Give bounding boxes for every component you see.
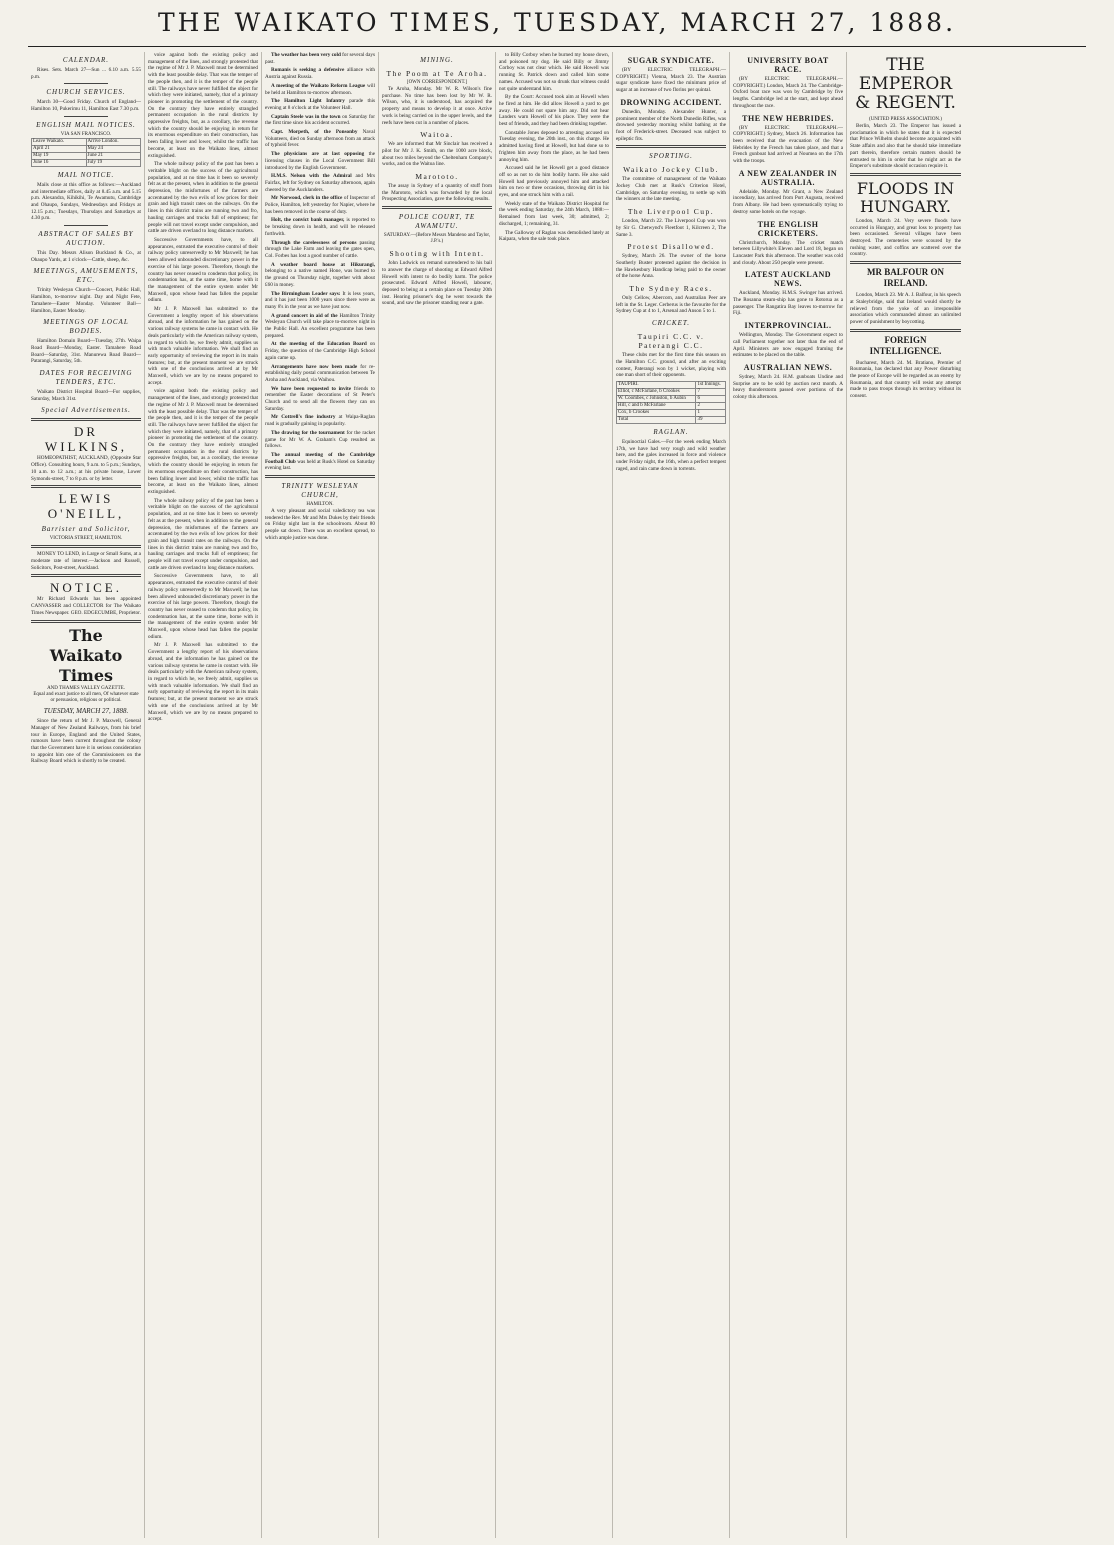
news-item [265,364,375,384]
local-bodies-heading: MEETINGS OF LOCAL BODIES. [43,318,129,336]
table-row [617,381,726,388]
news-item-head: A grand concert in aid of the [271,312,338,319]
meetings-heading: MEETINGS, AMUSEMENTS, ETC. [33,267,139,285]
news-item-text: friends to remember the Easter decorations of St Peter's Church and to send all the flowers they can on Saturday. [265,385,375,412]
tenders-heading: DATES FOR RECEIVING TENDERS, ETC. [39,369,133,387]
column-1 [28,52,145,1538]
news-item-text: on Friday, the question of the Cambridge High School again came up. [265,341,375,361]
news-item-text: for the racket game for Mr W. A. Graham's Cup resulted as follows. [265,429,376,450]
emperor-regent-source: (UNITED PRESS ASSOCIATION.) [869,117,942,122]
news-item [265,151,375,171]
meetings-text: Trinity Wesleyan Church—Concert, Public Hall, Hamilton, to-morrow night. Day and Night Fete, Tamahere—Easter Monday. Volunteer Ball—Hamilton, Easter Monday. [31,287,141,314]
mail-subheading: VIA SAN FRANCISCO. [60,131,112,137]
masthead-title: THE WAIKATO TIMES, TUESDAY, MARCH 27, 1888. [157,8,957,37]
article-paragraph: Successive Governments have, to all appearances, entrusted the executive control of their railway policy unreservedly to Mr Maxwell; he has been allowed unbounded discretionary power in the exercise of his large powers. Therefore, though the country has never ceased to condemn that policy, its condemnation has, at the same time, borne with it the management of the entire system under Mr Maxwell, upon whose head has fallen the popular odium. [148,236,258,304]
table-row [32,138,141,145]
ad-wilkins-name: DR WILKINS, [44,424,128,455]
table-row [617,388,726,395]
news-item [265,129,375,149]
column-6 [613,52,730,1538]
foreign-intelligence-text: Bucharest, March 24. M. Bratiano, Premier of Roumania, has declared that any Power disturbing the peace of Europe will be regarded as an enemy by Roumania, and that country will resist any attempt made to pass troops through its territory without its consent. [850,359,961,400]
news-item-text: for re-establishing daily postal communication between Te Aroha and Auckland, via Waihou. [265,363,376,383]
table-row [617,416,726,423]
protest-text: Sydney, March 26. The owner of the horse Southerly Buster protested against the decision in the Hawkesbury Handicap being paid to the owner of the horse Anna. [616,253,726,280]
waitoa-text: We are informed that Mr Sinclair has received a pilot for Mr J. K. Smith, on the 1000 acre block, about two miles beyond the Cheltenham Company's works, and on the Waitoa line. [382,141,492,168]
auckland-news-heading: LATEST AUCKLAND NEWS. [744,270,832,289]
te-aroha-source: [OWN CORRESPONDENT.] [406,80,468,85]
divider [31,418,141,421]
news-item [265,452,375,472]
special-ads-heading: Special Advertisements. [41,406,131,415]
table-cell: Cox, b Crookes [617,409,696,416]
column-4 [379,52,496,1538]
court-paragraph: Constable Jones deposed to arresting accused on Tuesday evening, the 20th inst., on this charge. He admitted having fired at Howell, but had done so to frighten him away from the place, as he had been annoying him. [499,129,609,163]
ad-oneill-title: Barrister and Solicitor, [41,525,131,534]
liverpool-text: London, March 22. The Liverpool Cup was won by Sir G. Chetwynd's Fleetfoot 1, Kilcreen 2, The Same 3. [616,218,726,238]
divider [64,225,108,226]
cricket-heading: CRICKET. [651,319,690,328]
column-8 [847,52,964,1538]
divider [31,620,141,623]
news-item [265,313,375,340]
auckland-news-text: Auckland, Monday. H.M.S. Swinger has arrived. The Rosanna steam-ship has gone to Rotorua as a passenger. The Rangatira Bay leaves to-morrow for Fiji. [733,290,843,317]
news-item [265,52,375,65]
divider [850,329,961,332]
table-cell: May 24 [86,145,140,152]
emperor-regent-title: THE EMPEROR & REGENT. [855,55,956,113]
australian-news-heading: AUSTRALIAN NEWS. [743,362,833,372]
foreign-intelligence-title: FOREIGN INTELLIGENCE. [869,334,942,356]
church-text: March 30—Good Friday. Church of England—Hamilton 10, Pukerimu 11, Hamilton East 7.30 p.m. [31,99,141,113]
table-cell: 6 [696,395,726,402]
boat-race-text: (BY ELECTRIC TELEGRAPH.—COPYRIGHT.) London, March 24. The Cambridge-Oxford boat race was won by Cambridge by five lengths. Cambridge led at the start, and kept ahead throughout the race. [733,76,843,109]
divider [31,574,141,577]
table-cell: July 19 [86,159,140,166]
cricket-subheading: Taupiri C.C. v. Paterangi C.C. [637,332,705,351]
article-paragraph: voice against both the existing policy and management of the lines, and strongly protested that the regime of Mr J. P. Maxwell must be determined with the least possible delay. That was the temper of the people then, and it is the temper of the people still. The railways have never fulfilled the object for which they were initiated, namely, that of a primary pioneer in promoting the settlement of the country. On the contrary they have entirely strangled permanent occupation in the rural districts by oppressive freights, but, as a corollary, the revenue which the country should be enjoying in return for its enormous expenditure on their construction, has been falling lower and lower, whilst the traffic has become, at least on the Waikato lines, almost extinguished. [148,388,258,495]
trinity-heading: TRINITY WESLEYAN CHURCH, [281,482,359,500]
news-item-text: Hamilton Trinity Wesleyan Church will take place to-morrow night in the Public Hall. An excellent programme has been prepared. [265,312,376,339]
jockey-club-heading: Waikato Jockey Club. [623,165,719,175]
news-item-text: will be held at Hamilton to-morrow afternoon. [265,82,376,96]
article-paragraph: Mr J. P. Maxwell has submitted to the Government a lengthy report of his observations abroad, and the information he has gained on the various railway systems he came in contact with. He deals particularly with the American railway system, in regard to which he, we freely admit, supplies us with much valuable information. We shall find an early opportunity of reviewing the report in its main features; but, at the present moment we are struck with one of the conclusions arrived at by Mr Maxwell, which we are by no means prepared to accept. [148,642,258,723]
news-item [265,414,375,427]
raglan-heading: RAGLAN. [653,427,689,436]
news-item-head: Romanis is seeking a defensive [271,67,345,74]
news-item [265,341,375,361]
news-item-text: passing through the Lake Farm and leaving the gates open, Col. Forbes has lost a good number of cattle. [265,239,376,259]
table-cell: Arrive London. [86,138,140,145]
news-item [265,173,375,193]
shooting-heading: Shooting with Intent. [389,249,485,259]
jockey-club-text: The committee of management of the Waikato Jockey Club met at Rusk's Criterion Hotel, Cambridge, on Saturday evening, to settle up with the winners at the late meeting. [616,176,726,203]
divider [616,145,726,148]
table-cell: June 16 [32,159,87,166]
news-item-text: was held at Rusk's Hotel on Saturday evening last. [265,458,376,472]
table-cell: 7 [696,388,726,395]
divider [382,206,492,209]
table-row [617,395,726,402]
article-paragraph: voice against both the existing policy and management of the lines, and strongly protested that the regime of Mr J. P. Maxwell must be determined with the least possible delay. That was the temper of the people then, and it is the temper of the people still. The railways have never fulfilled the object for which they were initiated, namely, that of a primary pioneer in promoting the settlement of the country. On the contrary they have entirely strangled permanent occupation in the rural districts by oppressive freights, but, as a corollary, the revenue which the country should be enjoying in return for its enormous expenditure on their construction, has been falling lower and lower, whilst the traffic has become, at least on the Waikato lines, almost extinguished. [148,52,258,159]
news-item-text: on Saturday for the first time since his accident occurred. [265,113,376,127]
article-paragraph: The whole railway policy of the past has been a veritable blight on the success of the agricultural population, and at no time has it been so severely felt as at the present, when in addition to the general depression, the misfortunes of the farmers are accentuated by the two evils of low prices for their grain and high transit rates on the railways. On the lines in this district trains are running two and fro, hauling carriages and trucks full of emptiness; for people will not travel except under compulsion, and cattle are driven overland to long distance markets. [148,497,258,571]
sydney-races-text: Only Cellow, Abercorn, and Australian Peer are left in the St. Leger. Cerberus is the favourite for the Sydney Cup at 4 to 1, Arsenal and Anson 5 to 1. [616,295,726,315]
ad-wilkins-text: HOMEOPATHIST, AUCKLAND, (Opposite Star Office). Consulting hours, 9 a.m. to 5 p.m.; Sundays, 10 a.m. to 12 a.m.; at his private house, Lower Symonds-street, 7 to 8 p.m. or by letter. [31,455,141,482]
divider [31,545,141,548]
liverpool-heading: The Liverpool Cup. [627,207,715,217]
article-paragraph: The whole railway policy of the past has been a veritable blight on the success of the agricultural population, and at no time has it been so severely felt as at the present, when in addition to the general depression, the misfortunes of the farmers are accentuated by the two evils of low prices for their grain and high transit rates on the railways. On the lines in this district trains are running two and fro, hauling carriages and trucks full of emptiness; for people will not travel except under compulsion, and cattle are driven overland to long distance markets. [148,161,258,235]
news-item-head: A weather board house at Hikurangi, [271,261,375,268]
shooting-text: John Ludwick on remand surrendered to his bail to answer the charge of shooting at Edward Alfred Howell with intent to do bodily harm. The police prosecuted. Edward Alfred Howell, labourer, deposed to being at a certain place on Tuesday 20th inst. Hearing prisoner's dog he went towards the sound, and saw the prisoner standing near a gate. [382,260,492,307]
table-cell: April 21 [32,145,87,152]
news-item [265,114,375,127]
news-item-text: at Waipa-Raglan road is gradually gaining in popularity. [265,414,375,428]
news-item-text: for several days past. [265,52,375,65]
article-paragraph: Mr J. P. Maxwell has submitted to the Government a lengthy report of his observations abroad, and the information he has gained on the various railway systems he came in contact with. He deals particularly with the American railway system, in regard to which he, we freely admit, supplies us with much valuable information. We shall find an early opportunity of reviewing the report in its main features; but, at the present moment we are struck with one of the conclusions arrived at by Mr Maxwell, which we are by no means prepared to accept. [148,306,258,386]
floods-text: London, March 24. Very severe floods have occurred in Hungary, and great loss to property has been occasioned. Several villages have been destroyed. The cemeteries were scoured by the rushing water, and coffins are scattered over the country. [850,217,961,258]
protest-heading: Protest Disallowed. [627,242,715,252]
news-item-head: The annual meeting of the Cambridge Football Club [265,451,375,465]
table-cell: Leave Waikato. [32,138,87,145]
drowning-heading: DROWNING ACCIDENT. [620,97,722,107]
court-paragraph: Accused said he let Howell get a good distance off so as not to do him bodily harm. He also said Howell had previously annoyed him and attacked him on two or three occasions, throwing dirt in his eyes, and one struck him with a rail. [499,165,609,199]
hospital-paragraph: Weekly state of the Waikato District Hospital for the week ending Saturday, the 24th March, 1888:—Remained from last week, 30; admitted, 2; discharged, 1; remaining, 31. [499,200,609,227]
column-2 [145,52,262,1538]
news-item [265,262,375,289]
news-item-head: Mr Cottrell's fine industry [271,414,336,421]
table-row [32,159,141,166]
interprovincial-heading: INTERPROVINCIAL. [744,321,832,331]
marototo-text: The assay in Sydney of a quantity of stuff from the Marototo, which was forwarded by the local Prospecting Association, gave the following results. [382,183,492,203]
drowning-text: Dunedin, Monday. Alexander Hunter, a prominent member of the North Dunedin Rifles, was drowned yesterday morning whilst bathing at the foot of Frederick-street. Deceased was subject to epileptic fits. [616,108,726,142]
marototo-heading: Marototo. [415,172,459,182]
court-paragraph: to Billy Corboy when he burned my house down, and poisoned my dog. He said Billy or Jimmy Corboy was not clear which. He said Howell was running St. Patrick down and called him some names. Accused was not so drunk that witness could not quite understand him. [499,52,609,92]
column-5 [496,52,613,1538]
news-item-text: Naval Volunteers, died on Sunday afternoon from an attack of typhoid fever. [265,129,376,149]
mail-notice-text: Mails close at this office as follows:—Auckland and intermediate offices, daily at 8.45 a.m. and 5.15 p.m. Alexandra, Kihikihi, Te Awamutu, Cambridge and Ohaupo, Sundays, Wednesdays and Fridays at 12.15 p.m.; Tuesdays, Thursdays and Saturdays at 4.30 p.m. [31,181,141,222]
news-item-text: parade this evening at 8 o'clock at the Volunteer Hall. [265,98,375,111]
ad-money-text: MONEY TO LEND, in Large or Small Sums, at a moderate rate of interest.—Jackson and Russell, Solicitors, Post-street, Auckland. [31,551,141,571]
calendar-heading: CALENDAR. [62,56,110,64]
table-cell: TAUPIRI. [617,381,696,388]
news-items [265,52,375,472]
news-item-head: The drawing for the tournament [271,429,345,436]
news-item-head: We have been requested to invite [271,385,352,392]
table-cell: 1 [696,409,726,416]
table-cell: 2 [696,402,726,409]
column-7 [730,52,847,1538]
news-item-head: The weather has been very cold [271,52,341,58]
news-item-head: A meeting of the Waikato Reform League [271,82,366,89]
australian-news-text: Sydney, March 24. H.M. gunboats Undine and Surprise are to be sold by auction next month. A heavy thunderstorm passed over portions of the colony this afternoon. [733,373,843,401]
table-cell: Elliot, c McFarlane, b Crookes [617,388,696,395]
church-heading: CHURCH SERVICES. [46,88,126,97]
news-item-head: Arrangements have now been made [271,363,358,370]
trinity-text: A very pleasant and social valedictory tea was tendered the Rev. Mr and Mrs Dukes by their friends on Friday night last in the schoolroom. About 80 people sat down. There was an excellent spread, to which ample justice was done. [265,508,375,541]
news-item-text: It is less years, and it has just been 1000 years since there were as many 8's in the year as we have just now. [265,290,375,310]
news-item-text: is reported to be breaking down in health, and will be released forthwith. [265,217,376,237]
cricketers-heading: THE ENGLISH CRICKETERS. [757,219,819,238]
article-paragraph: Successive Governments have, to all appearances, entrusted the executive control of their railway policy unreservedly to Mr Maxwell; he has been allowed unbounded discretionary power in the exercise of his large powers. Therefore, though the country has never ceased to condemn that policy, its condemnation has, at the same time, borne with it the management of the entire system under Mr Maxwell, upon whose head has fallen the popular odium. [148,573,258,640]
police-court-subheading: SATURDAY.—(Before Messrs Mandeno and Taylor, J.P.'s.) [383,233,491,245]
news-item-text: and Mrs Fairfax, left for Sydney on Saturday afternoon, again cheered by the Aucklanders. [265,173,375,193]
paper-dateline: TUESDAY, MARCH 27, 1888. [43,706,129,715]
newspaper-masthead [28,6,1086,47]
mining-heading: MINING. [420,56,454,64]
cricket-scores-table [616,381,726,424]
cricket-text: These clubs met for the first time this season on the Hamilton C.C. ground, and after an exciting contest, Paterangi won by 1 wicket, playing with one man short of their opponents. [616,352,726,379]
calendar-text: Rises. Sets. March 27—Sun ... 6.10 a.m. 5.55 p.m. [31,67,141,80]
table-cell: June 21 [86,152,140,159]
sales-heading: ABSTRACT OF SALES BY AUCTION. [38,230,134,248]
table-cell: W. Coombes, c Johnston, b Aubin [617,395,696,402]
news-item-head: H.M.S. Nelson with the Admiral [271,173,352,180]
boat-race-heading: UNIVERSITY BOAT RACE. [747,56,829,74]
news-item [265,386,375,413]
te-aroha-text: Te Aroha, Monday. Mr W. R. Wilson's fine purchase. No time has been lost by Mr W. R. Wilson, who, it is understood, has acquired the property and means to develop it at once. Active work is being carried on in the upper levels, and the reefs have been cut in a number of places. [382,86,492,126]
floods-title: FLOODS IN HUNGARY. [856,178,955,216]
te-aroha-heading: The Poom at Te Aroha. [386,69,488,78]
divider [31,485,141,488]
mail-notice-heading: MAIL NOTICE. [57,170,115,179]
column-3 [262,52,379,1538]
mail-heading: ENGLISH MAIL NOTICES. [36,120,136,129]
news-item [265,67,375,80]
paper-logo-subtitle: AND THAMES VALLEY GAZETTE. [47,685,125,691]
table-cell: 1st Innings. [696,381,726,388]
table-cell: Hill, c and b McFarlane [617,402,696,409]
news-item-head: Holt, the convict bank manager, [271,217,345,224]
news-item-head: Through the carelessness of persons [271,239,357,246]
table-cell: Total [617,416,696,423]
news-item-head: The physicians are at last opposing [271,151,365,158]
waitoa-heading: Waitoa. [420,130,454,140]
balfour-title: MR BALFOUR ON IRELAND. [867,267,944,289]
news-item-text: belonging to a native named Hone, was burned to the ground on Thursday night, together with about £60 in money. [265,268,375,288]
news-item-head: Capt. Morpeth, of the Ponsonby [271,129,358,136]
sporting-heading: SPORTING. [649,152,693,161]
sydney-races-heading: The Sydney Races. [629,284,713,294]
hebrides-text: (BY ELECTRIC TELEGRAPH.—COPYRIGHT.) Sydney, March 26. Information has been received that the evacuation of the New Hebrides by the French has taken place, and that a French gunboat had arrived at Noumea on the 17th with the troops. [733,124,843,165]
news-item-head: The Birmingham Leader says: [271,290,341,297]
ad-oneill-address: VICTORIA STREET, HAMILTON. [49,536,123,542]
tenders-text: Waikato District Hospital Board—For supplies, Saturday, March 31st. [31,389,141,402]
paper-motto: Equal and exact justice to all men, Of whatever state or persuasion, religious or political. [33,691,139,703]
news-item [265,195,375,215]
raglan-text: Equinoctial Gales.—For the week ending March 17th, we have had very rough and wild weather here, and the gales increased in force and violence under Friday night, the 16th, when a perfect tempest raged, and rain came down in torrents. [616,438,726,472]
news-item [265,98,375,111]
divider [64,83,108,84]
news-item-text: the licensing clauses in the Local Government Bill introduced by the English Government. [265,151,376,171]
news-item-head: The Hamilton Light Infantry [271,98,345,105]
sugar-heading: SUGAR SYNDICATE. [627,56,715,65]
interprovincial-text: Wellington, Monday. The Government expect to call Parliament together not later than the end of April. Ministers are now engaged framing the estimates to be placed on the table. [733,332,843,359]
divider [265,475,375,478]
table-row [617,402,726,409]
ad-oneill-name: LEWIS O'NEILL, [47,491,125,522]
court-paragraph: By the Court: Accused took aim at Howell when he fired at him. He did allow Howell a yard to get away. He could not spare him any. Did not hear Landers warn Howell of his place. They were the best of friends, and they had been drinking together. [499,94,609,128]
mail-table [31,138,141,167]
balfour-text: London, March 23. Mr A. J. Balfour, in his speech at Staleybridge, said that Ireland would shortly be relieved from the yoke of an irresponsible association which commanded almost an unlimited power of punishment by boycotting. [850,292,961,325]
cricketers-text: Christchurch, Monday. The cricket match between Lillywhite's Eleven and Lord 18, began on Lancaster Park this afternoon. The weather was cold and cloudy. About 250 people were present. [733,239,843,266]
news-item [265,240,375,260]
paper-logo: The Waikato Times [49,625,123,685]
divider [850,173,961,176]
news-item [265,83,375,96]
sugar-text: (BY ELECTRIC TELEGRAPH.—COPYRIGHT.) Vienna, March 23. The Austrian sugar syndicate have fixed the minimum price of sugar at an increase of two florins per quintal. [616,67,726,94]
zealander-text: Adelaide, Monday. Mr Grant, a New Zealand incendiary, has arrived from Port Augusta, received from Albany. He had been systematically trying to destroy some hotels on the voyage. [733,188,843,215]
news-item [265,430,375,450]
table-cell: May 19 [32,152,87,159]
hebrides-heading: THE NEW HEBRIDES. [742,113,834,123]
divider [64,116,108,117]
news-item-head: Captain Steele was in the town [271,113,341,120]
news-item-head: At the meeting of the Education Board [271,341,367,348]
columns [28,52,1086,1538]
news-paragraph: The Galloway of Raglan was demolished lately at Kaipara, when the sale took place. [499,229,609,243]
news-item [265,291,375,311]
trinity-subheading: HAMILTON. [306,502,334,508]
news-item-text: alliance with Austria against Russia. [265,67,376,81]
news-item [265,217,375,237]
ad-notice-name: NOTICE. [50,580,122,596]
police-court-heading: POLICE COURT, TE AWAMUTU. [398,213,476,231]
divider [850,261,961,264]
leading-article: Since the return of Mr J. P. Maxwell, General Manager of New Zealand Railways, from his brief tour in Europe, England and the United States, rumours have been current throughout the colony that the Government have it in serious consideration to appoint him one of the Commissioners on the Railway Board which is shortly to be created. [31,718,141,765]
news-item-text: of Inspector of Police, Hamilton, left yesterday for Napier, where he has been removed in the course of duty. [265,195,376,215]
table-row [617,409,726,416]
emperor-regent-text: Berlin, March 23. The Emperor has issued a proclamation in which he states that it is expected that Prince Wilhelm should become acquainted with State affairs and also that he should take immediate part therein, therefore certain matters should be entrusted to him in order that he might act as the Emperor's substitute should occasion require it. [850,123,961,170]
ad-notice-text: Mr Richard Edwards has been appointed CANVASSER and COLLECTOR for The Waikato Times Newspaper. GEO. EDGECUMBE, Proprietor. [31,596,141,616]
table-row [32,145,141,152]
local-bodies-text: Hamilton Domain Board—Tuesday, 27th. Waipa Road Board—Monday, Easter. Tamahere Road Board—Saturday, 31st. Manurewa Road Board—Patarangi, Saturday, 5th. [31,338,141,365]
table-row [32,152,141,159]
sales-text: This Day. Messrs Alison Buckland & Co., at Ohaupo Yards, at 1 o'clock—Cattle, sheep, &c. [31,250,141,263]
zealander-heading: A NEW ZEALANDER IN AUSTRALIA. [738,168,838,187]
news-item-head: Mr Norwood, clerk in the office [271,195,343,202]
table-cell: 39 [696,416,726,423]
